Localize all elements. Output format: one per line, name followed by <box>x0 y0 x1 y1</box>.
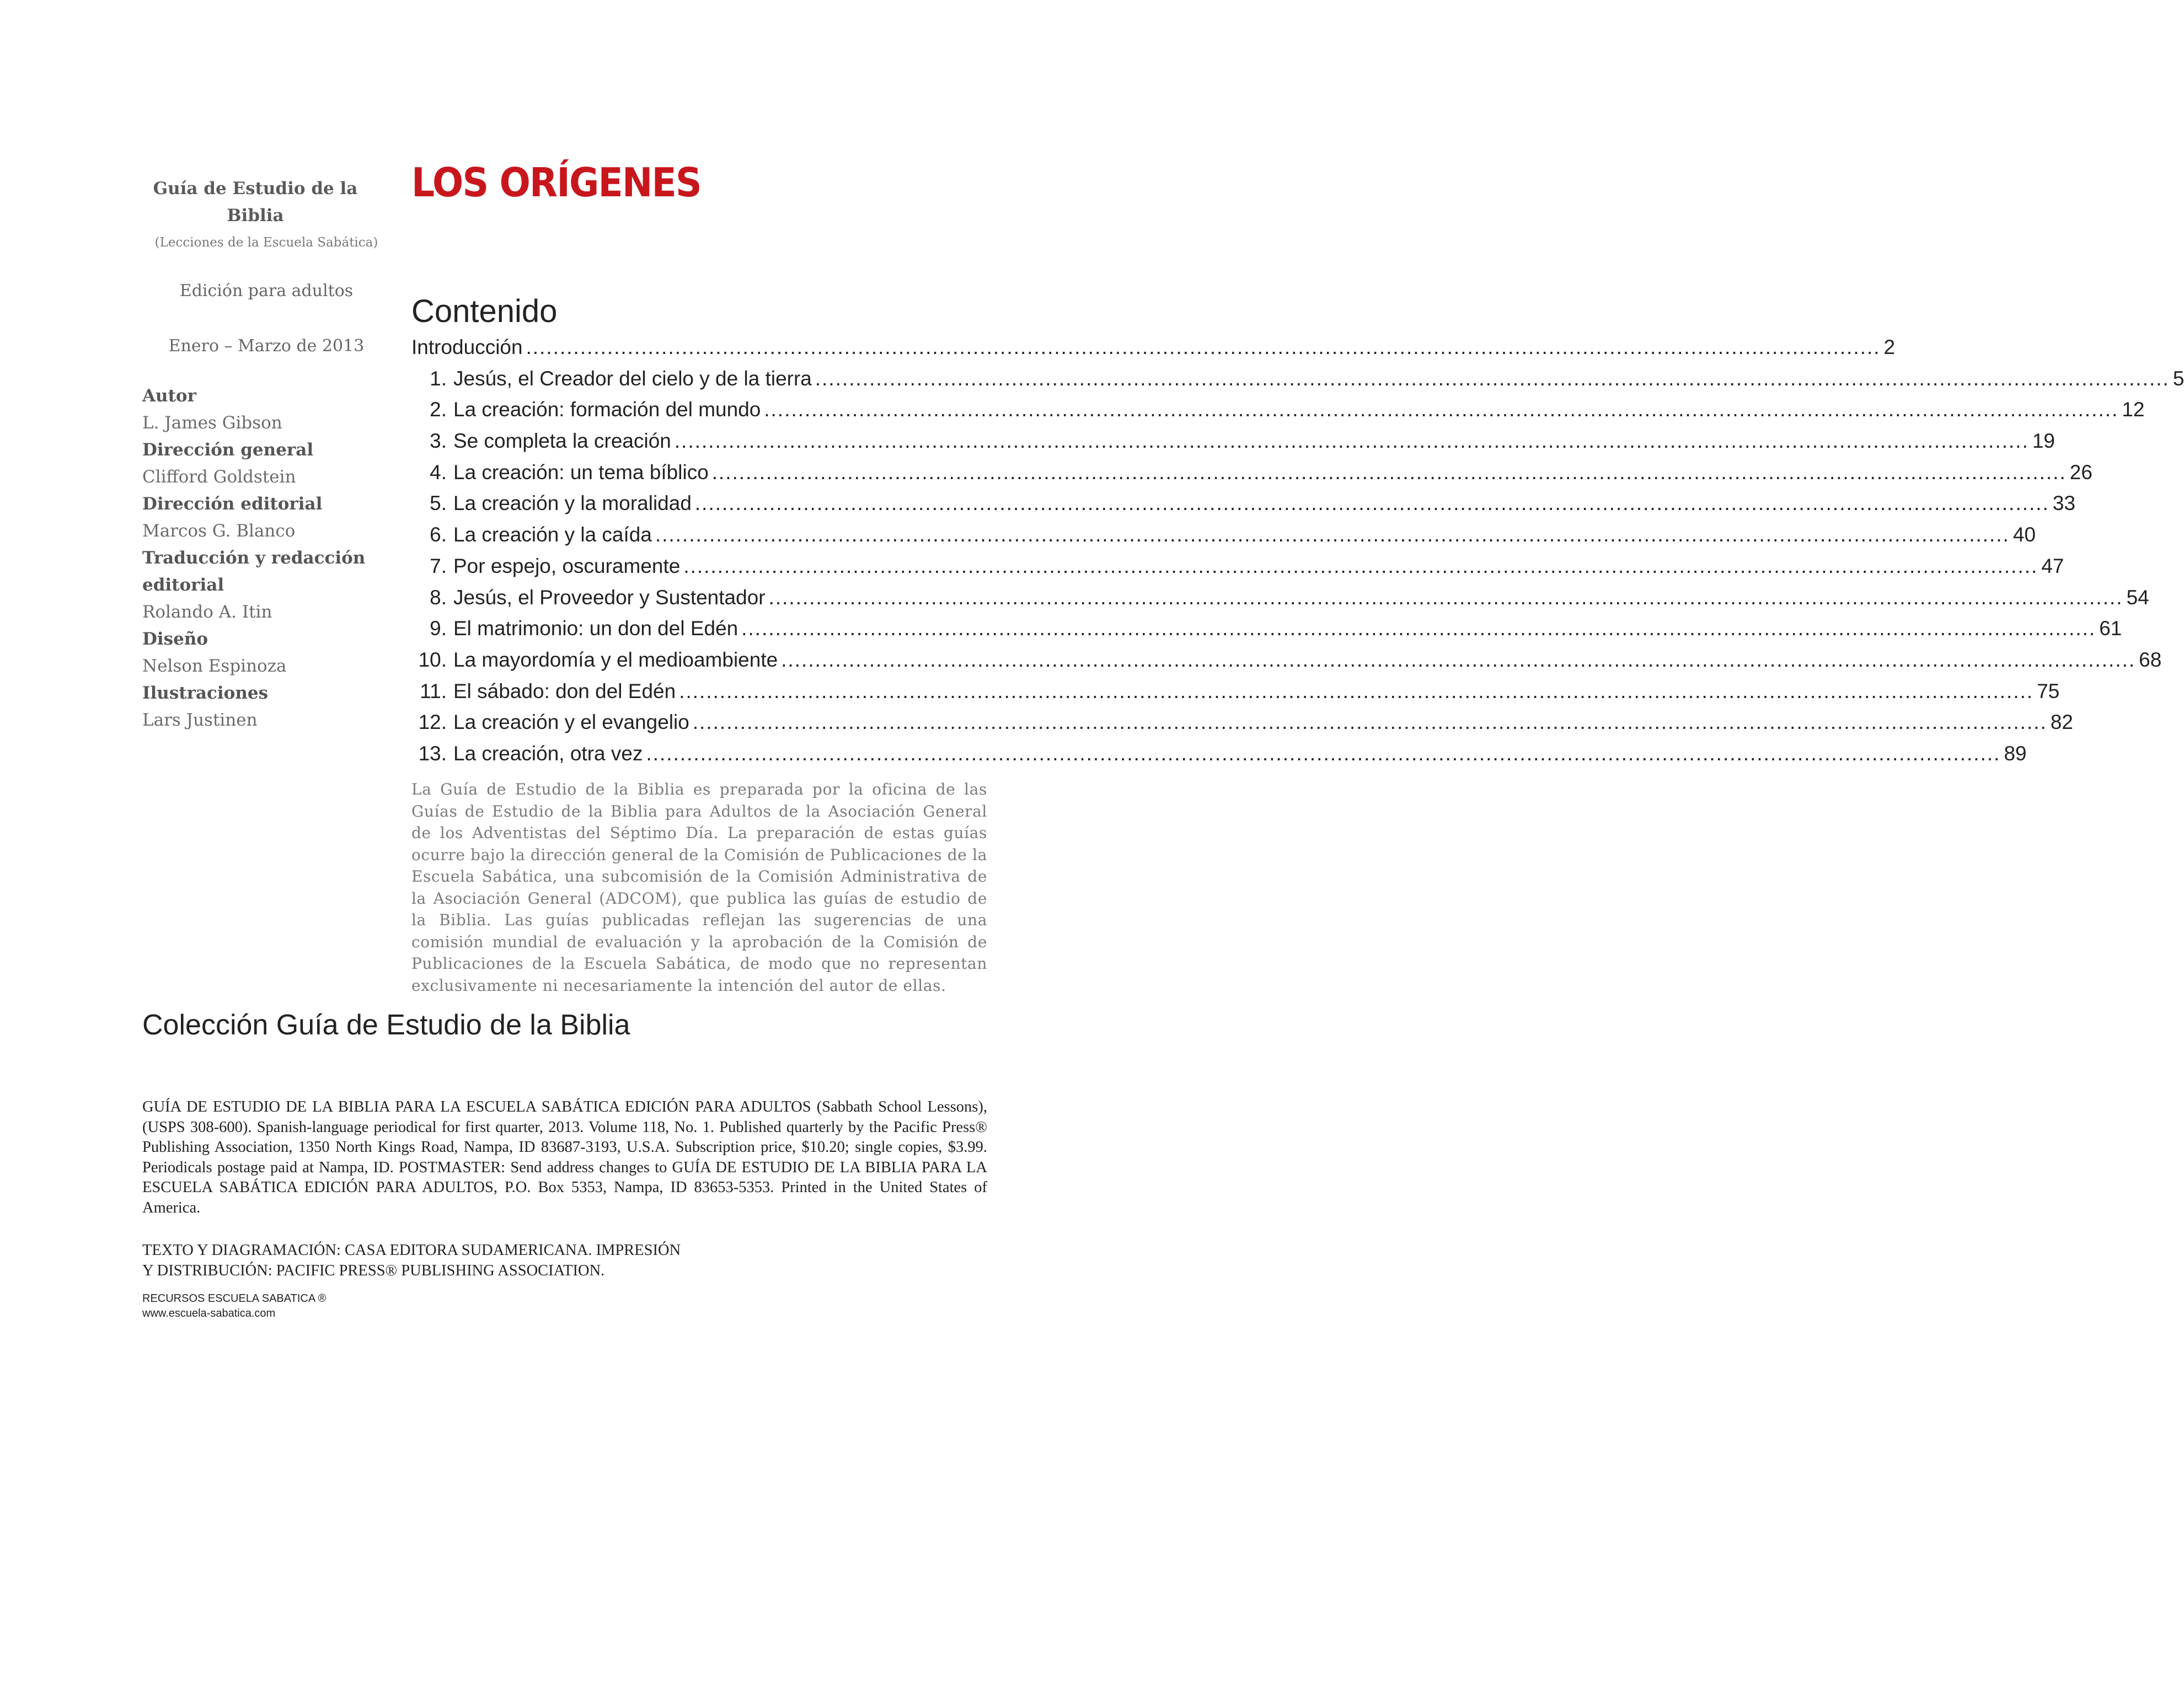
toc-page-number: 75 <box>2037 679 2060 702</box>
credit-role: Autor <box>142 386 196 406</box>
toc-label: La creación: un tema bíblico <box>453 460 709 484</box>
toc-row <box>411 707 2073 738</box>
credit-role: Ilustraciones <box>142 683 269 703</box>
credit-role: Diseño <box>142 629 208 649</box>
legal-notice: GUÍA DE ESTUDIO DE LA BIBLIA PARA LA ESCUELA SABÁTICA EDICIÓN PARA ADULTOS (Sabbath School Lessons), (USPS 308-600). Spanish-language periodical for first quarter, 2013. Volume 118, No. 1. Published quarterly by the Pacific Press® Publishing Association, 1350 North Kings Road, Nampa, ID 83687-3193, U.S.A. Subscription price, $10.20; single copies, $3.99. Periodicals postage paid at Nampa, ID. POSTMASTER: Send address changes to GUÍA DE ESTUDIO DE LA BIBLIA PARA LA ESCUELA SABÁTICA EDICIÓN PARA ADULTOS, P.O. Box 5353, Nampa, ID 83653-5353. Printed in the United States of America. <box>142 1098 987 1216</box>
toc-label: Por espejo, oscuramente <box>453 554 681 577</box>
toc-leader-dots: ........................................................................................................................................................................................................ <box>741 617 2096 640</box>
toc-label: La creación y el evangelio <box>453 711 689 734</box>
printing-credits <box>142 1241 749 1281</box>
resources-name: RECURSOS ESCUELA SABATICA ® <box>142 1292 326 1305</box>
toc-leader-dots: ........................................................................................................................................................................................................ <box>711 460 2067 484</box>
toc-number: 4. <box>430 460 447 484</box>
toc-row <box>411 551 2064 582</box>
toc-label: Jesús, el Creador del cielo y de la tierra <box>453 367 812 390</box>
toc-page-number: 33 <box>2052 492 2076 515</box>
toc-label: La creación, otra vez <box>453 742 643 765</box>
toc-number: 13. <box>418 742 447 765</box>
toc-leader-dots: ........................................................................................................................................................................................................ <box>764 398 2119 421</box>
toc-number: 1. <box>430 367 447 390</box>
toc-page-number: 61 <box>2099 617 2122 640</box>
toc-page-number: 54 <box>2126 586 2149 609</box>
credits-list <box>142 383 374 734</box>
toc-page-number: 12 <box>2122 398 2145 421</box>
toc-number: 6. <box>430 523 447 546</box>
toc-page-number: 26 <box>2069 460 2092 484</box>
toc-page-number: 82 <box>2050 711 2073 734</box>
toc-label: Jesús, el Proveedor y Sustentador <box>453 586 766 609</box>
toc-label: La mayordomía y el medioambiente <box>453 648 778 671</box>
toc-leader-dots: ........................................................................................................................................................................................................ <box>768 586 2123 609</box>
edition-label: Edición para adultos <box>179 281 354 301</box>
toc-label: La creación: formación del mundo <box>453 398 761 421</box>
credit-role: Traducción y redacción editorial <box>142 548 366 595</box>
toc-leader-dots: ........................................................................................................................................................................................................ <box>692 711 2047 734</box>
toc-row <box>411 645 2162 676</box>
toc-row <box>411 519 2036 551</box>
toc-leader-dots: ........................................................................................................................................................................................................ <box>815 367 2170 390</box>
toc-row <box>411 363 2184 395</box>
toc-row <box>411 582 2149 614</box>
collection-title: Colección Guía de Estudio de la Biblia <box>142 1009 630 1041</box>
toc-label: El sábado: don del Edén <box>453 679 676 702</box>
printing-line: TEXTO Y DIAGRAMACIÓN: CASA EDITORA SUDAMERICANA. IMPRESIÓN <box>142 1242 681 1259</box>
toc-page-number: 68 <box>2139 648 2162 671</box>
toc-number: 10. <box>418 648 447 671</box>
toc-leader-dots: ........................................................................................................................................................................................................ <box>646 742 2001 765</box>
toc-page-number: 89 <box>2004 742 2027 765</box>
toc-page-number: 40 <box>2012 523 2036 546</box>
credit-name: L. James Gibson <box>142 413 282 433</box>
resources-block <box>142 1291 326 1321</box>
credit-name: Lars Justinen <box>142 710 258 730</box>
toc-leader-dots: ........................................................................................................................................................................................................ <box>683 554 2038 577</box>
book-title: LOS ORÍGENES <box>411 159 701 206</box>
toc-page-number: 5 <box>2172 367 2184 390</box>
contents-heading: Contenido <box>411 293 558 329</box>
credit-role: Dirección general <box>142 440 314 460</box>
toc-number: 12. <box>418 711 447 734</box>
toc-leader-dots: ........................................................................................................................................................................................................ <box>781 648 2136 671</box>
toc-leader-dots: ........................................................................................................................................................................................................ <box>526 336 1881 358</box>
toc-number: 3. <box>430 430 447 453</box>
toc-number: 7. <box>430 554 447 577</box>
toc-leader-dots: ........................................................................................................................................................................................................ <box>655 523 2010 546</box>
website-link[interactable]: www.escuela-sabatica.com <box>142 1307 276 1319</box>
toc-row-introduction <box>411 332 1896 363</box>
credit-name: Marcos G. Blanco <box>142 521 296 541</box>
toc-page-number: 19 <box>2032 430 2055 453</box>
credit-name: Clifford Goldstein <box>142 467 296 487</box>
publisher-note: La Guía de Estudio de la Biblia es preparada por la oficina de las Guías de Estudio de la Biblia para Adultos de la Asociación General de los Adventistas del Séptimo Día. La preparación de estas guías ocurre bajo la dirección general de la Comisión de Publicaciones de la Escuela Sabática, una subcomisión de la Comisión Administrativa de la Asociación General (ADCOM), que publica las guías de estudio de la Biblia. Las guías publicadas reflejan las sugerencias de una comisión mundial de evaluación y la aprobación de la Comisión de Publicaciones de la Escuela Sabática, de modo que no representan exclusivamente ni necesariamente la intención del autor de ellas. <box>411 780 987 995</box>
toc-row <box>411 426 2055 457</box>
masthead-column <box>142 175 378 734</box>
publication-title: Guía de Estudio de la Biblia <box>153 179 358 226</box>
printing-line: Y DISTRIBUCIÓN: PACIFIC PRESS® PUBLISHING ASSOCIATION. <box>142 1262 605 1279</box>
toc-label: La creación y la caída <box>453 523 652 546</box>
toc-row <box>411 488 2076 519</box>
credit-role: Dirección editorial <box>142 494 323 514</box>
table-of-contents <box>411 332 2184 770</box>
toc-leader-dots: ........................................................................................................................................................................................................ <box>694 492 2049 515</box>
toc-label: Se completa la creación <box>453 430 671 453</box>
toc-number: 9. <box>430 617 447 640</box>
toc-row <box>411 613 2122 645</box>
publication-subtitle: (Lecciones de la Escuela Sabática) <box>154 235 378 250</box>
toc-leader-dots: ........................................................................................................................................................................................................ <box>679 679 2034 702</box>
toc-label: La creación y la moralidad <box>453 492 692 515</box>
toc-row <box>411 457 2092 489</box>
toc-leader-dots: ........................................................................................................................................................................................................ <box>674 430 2029 453</box>
quarter-date: Enero – Marzo de 2013 <box>168 336 365 356</box>
toc-number: 8. <box>430 586 447 609</box>
toc-label: El matrimonio: un don del Edén <box>453 617 738 640</box>
toc-row <box>411 394 2145 426</box>
toc-number: 5. <box>430 492 447 515</box>
toc-number: 2. <box>430 398 447 421</box>
credit-name: Nelson Espinoza <box>142 656 287 676</box>
toc-label: Introducción <box>411 336 523 358</box>
credit-name: Rolando A. Itin <box>142 602 272 622</box>
toc-number: 11. <box>420 679 447 702</box>
toc-page-number: 2 <box>1883 336 1896 358</box>
toc-page-number: 47 <box>2041 554 2064 577</box>
toc-row <box>411 676 2060 707</box>
toc-row <box>411 738 2027 770</box>
